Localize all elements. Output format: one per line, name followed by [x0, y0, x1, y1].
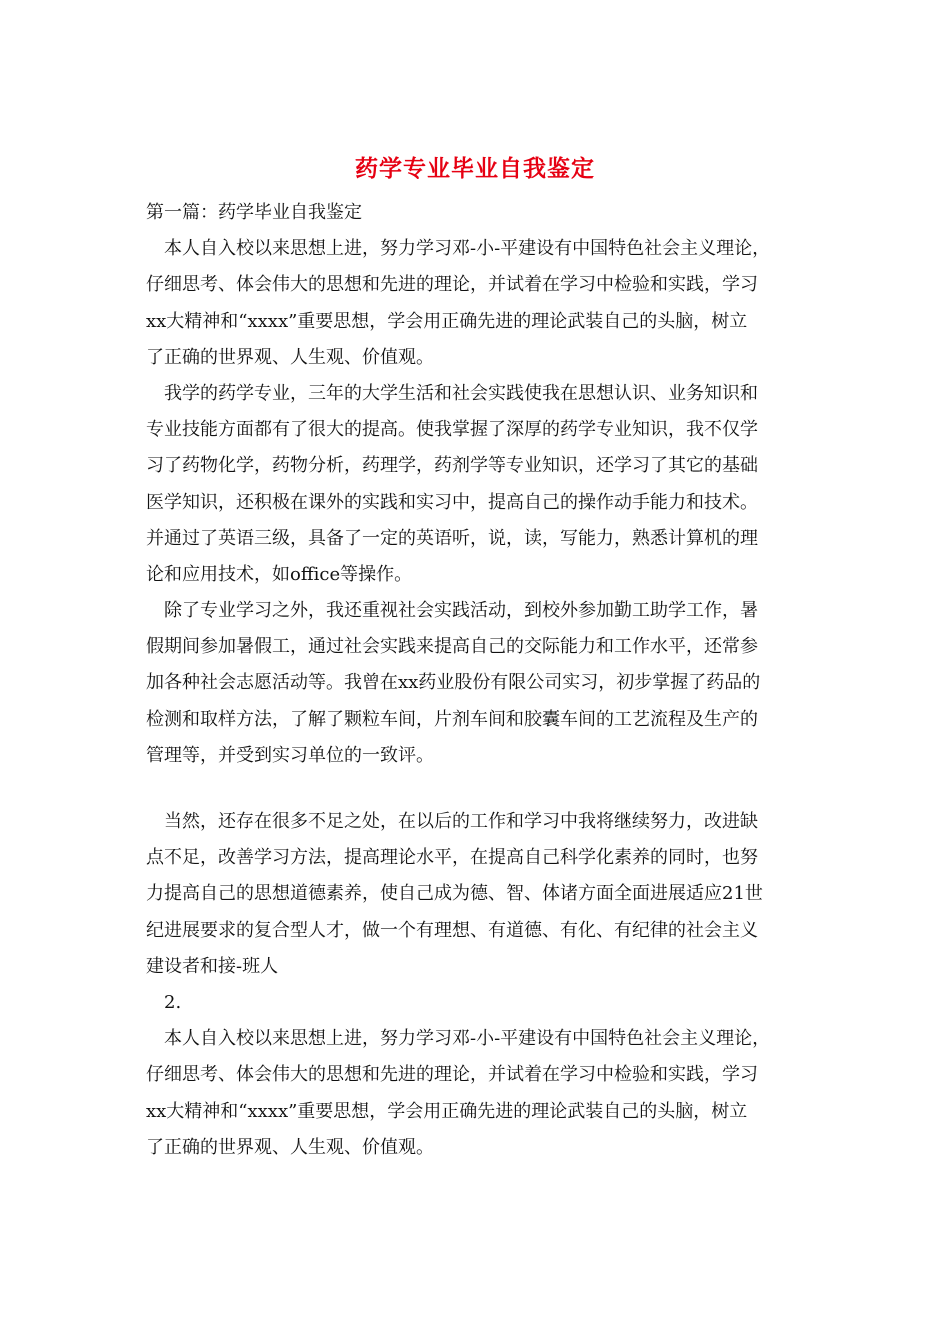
- paragraph-line: 管理等，并受到实习单位的一致评。: [146, 744, 434, 766]
- paragraph-line: 仔细思考、体会伟大的思想和先进的理论，并试着在学习中检验和实践，学习: [146, 1064, 758, 1086]
- paragraph-line: 专业技能方面都有了很大的提高。使我掌握了深厚的药学专业知识，我不仅学: [146, 419, 758, 441]
- paragraph-line: 了正确的世界观、人生观、价值观。: [146, 1136, 434, 1158]
- document-body: [146, 195, 812, 1166]
- section-heading: 第一篇：药学毕业自我鉴定: [146, 202, 362, 223]
- paragraph-line: 并通过了英语三级，具备了一定的英语听，说，读，写能力，熟悉计算机的理: [146, 527, 758, 549]
- paragraph-line: 建设者和接-班人: [146, 955, 279, 977]
- paragraph-line: 力提高自己的思想道德素养，使自己成为德、智、体诸方面全面进展适应21世: [146, 883, 763, 905]
- paragraph-line: 当然，还存在很多不足之处，在以后的工作和学习中我将继续努力，改进缺: [164, 811, 758, 832]
- paragraph-line: 医学知识，还积极在课外的实践和实习中，提高自己的操作动手能力和技术。: [146, 491, 758, 513]
- paragraph-line: 纪进展要求的复合型人才，做一个有理想、有道德、有化、有纪律的社会主义: [146, 919, 758, 941]
- paragraph-line: 习了药物化学，药物分析，药理学，药剂学等专业知识，还学习了其它的基础: [146, 455, 758, 477]
- section-number: 2.: [164, 991, 182, 1013]
- paragraph-line: 仔细思考、体会伟大的思想和先进的理论，并试着在学习中检验和实践，学习: [146, 274, 758, 296]
- paragraph-line: 本人自入校以来思想上进，努力学习邓-小-平建设有中国特色社会主义理论，: [164, 1028, 771, 1050]
- paragraph-line: 了正确的世界观、人生观、价值观。: [146, 346, 434, 368]
- paragraph-line: xx大精神和“xxxx”重要思想，学会用正确先进的理论武装自己的头脑，树立: [146, 1100, 748, 1122]
- paragraph-line: 加各种社会志愿活动等。我曾在xx药业股份有限公司实习，初步掌握了药品的: [146, 672, 761, 694]
- paragraph-spacer: [146, 774, 812, 804]
- paragraph-line: 我学的药学专业，三年的大学生活和社会实践使我在思想认识、业务知识和: [164, 382, 758, 404]
- document-title: 药学专业毕业自我鉴定: [355, 156, 595, 182]
- paragraph-line: 假期间参加暑假工，通过社会实践来提高自己的交际能力和工作水平，还常参: [146, 636, 758, 658]
- paragraph-line: 点不足，改善学习方法，提高理论水平，在提高自己科学化素养的同时，也努: [146, 847, 758, 869]
- paragraph-line: 本人自入校以来思想上进，努力学习邓-小-平建设有中国特色社会主义理论，: [164, 238, 771, 260]
- paragraph-line: xx大精神和“xxxx”重要思想，学会用正确先进的理论武装自己的头脑，树立: [146, 310, 748, 332]
- paragraph-line: 除了专业学习之外，我还重视社会实践活动，到校外参加勤工助学工作，暑: [164, 600, 758, 622]
- paragraph-line: 检测和取样方法，了解了颗粒车间，片剂车间和胶囊车间的工艺流程及生产的: [146, 708, 758, 730]
- paragraph-line: 论和应用技术，如office等操作。: [146, 563, 413, 585]
